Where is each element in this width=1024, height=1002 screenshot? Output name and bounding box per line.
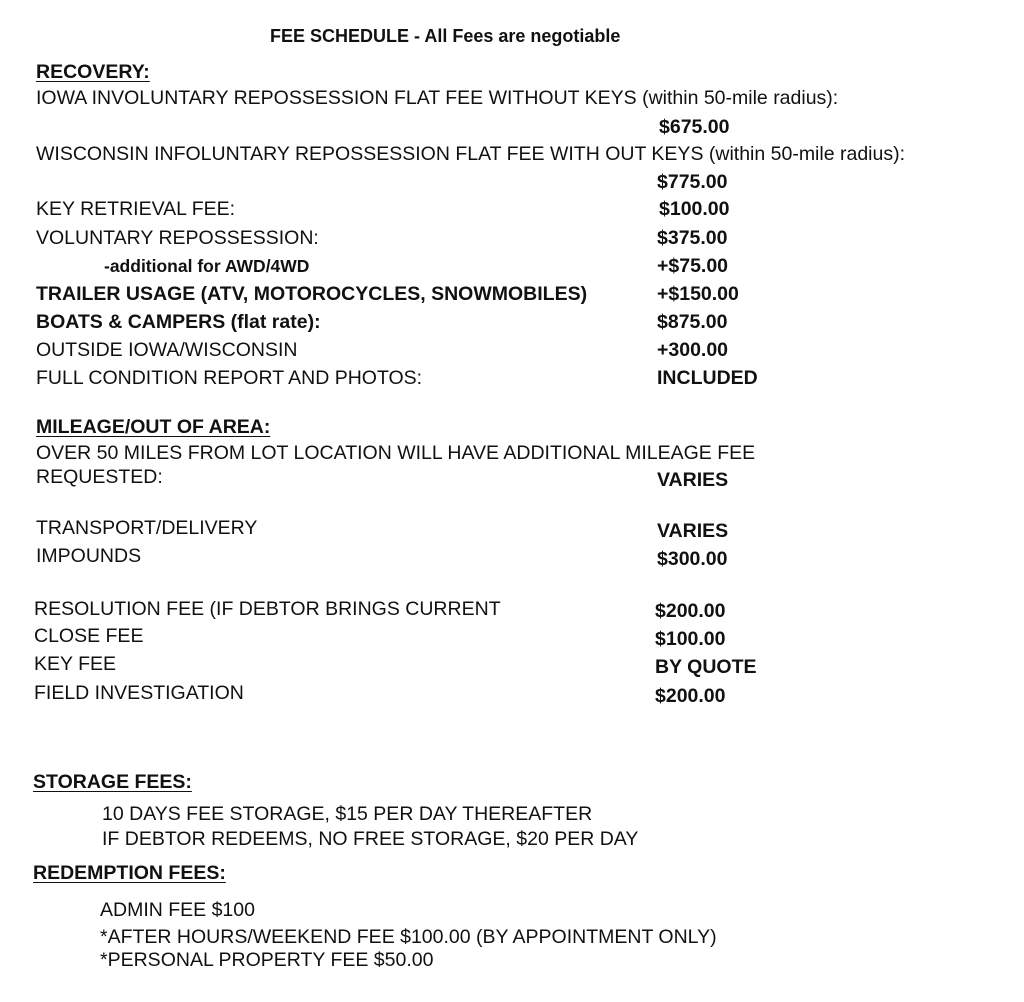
close-fee-label: CLOSE FEE — [34, 625, 144, 647]
transport-value: VARIES — [657, 520, 729, 542]
redemption-heading: REDEMPTION FEES: — [33, 862, 226, 884]
transport-label: TRANSPORT/DELIVERY — [36, 517, 258, 539]
mileage-heading: MILEAGE/OUT OF AREA: — [36, 416, 271, 438]
storage-line-2: IF DEBTOR REDEEMS, NO FREE STORAGE, $20 PER DAY — [102, 828, 639, 850]
outside-label: OUTSIDE IOWA/WISCONSIN — [36, 339, 298, 361]
wisconsin-fee-label: WISCONSIN INFOLUNTARY REPOSSESSION FLAT FEE WITH OUT KEYS (within 50-mile radius): — [36, 143, 906, 165]
field-investigation-label: FIELD INVESTIGATION — [34, 682, 244, 704]
redemption-line-1: ADMIN FEE $100 — [100, 899, 255, 921]
redemption-line-2: *AFTER HOURS/WEEKEND FEE $100.00 (BY APPOINTMENT ONLY) — [100, 926, 717, 948]
awd-value: +$75.00 — [657, 255, 729, 277]
page-title: FEE SCHEDULE - All Fees are negotiable — [270, 26, 621, 46]
close-fee-value: $100.00 — [655, 628, 726, 650]
recovery-heading: RECOVERY: — [36, 61, 150, 83]
trailer-label: TRAILER USAGE (ATV, MOTOROCYCLES, SNOWMOBILES) — [36, 283, 588, 305]
storage-line-1: 10 DAYS FEE STORAGE, $15 PER DAY THEREAFTER — [102, 803, 593, 825]
key-fee-value: BY QUOTE — [655, 656, 757, 678]
awd-label: -additional for AWD/4WD — [104, 256, 310, 276]
outside-value: +300.00 — [657, 339, 729, 361]
requested-label: REQUESTED: — [36, 466, 163, 488]
impounds-label: IMPOUNDS — [36, 545, 142, 567]
voluntary-value: $375.00 — [657, 227, 728, 249]
key-retrieval-value: $100.00 — [659, 198, 730, 220]
over-50-miles-label: OVER 50 MILES FROM LOT LOCATION WILL HAVE ADDITIONAL MILEAGE FEE — [36, 442, 756, 464]
condition-label: FULL CONDITION REPORT AND PHOTOS: — [36, 367, 423, 389]
key-fee-label: KEY FEE — [34, 653, 117, 675]
impounds-value: $300.00 — [657, 548, 728, 570]
redemption-line-3: *PERSONAL PROPERTY FEE $50.00 — [100, 949, 434, 971]
iowa-fee-label: IOWA INVOLUNTARY REPOSSESSION FLAT FEE WITHOUT KEYS (within 50-mile radius): — [36, 87, 839, 109]
voluntary-label: VOLUNTARY REPOSSESSION: — [36, 227, 319, 249]
boats-value: $875.00 — [657, 311, 728, 333]
key-retrieval-label: KEY RETRIEVAL FEE: — [36, 198, 236, 220]
condition-value: INCLUDED — [657, 367, 758, 389]
wisconsin-fee-value: $775.00 — [657, 171, 728, 193]
boats-label: BOATS & CAMPERS (flat rate): — [36, 311, 321, 333]
resolution-value: $200.00 — [655, 600, 726, 622]
iowa-fee-value: $675.00 — [659, 116, 730, 138]
resolution-label: RESOLUTION FEE (IF DEBTOR BRINGS CURRENT — [34, 598, 501, 620]
requested-value: VARIES — [657, 469, 729, 491]
trailer-value: +$150.00 — [657, 283, 739, 305]
field-investigation-value: $200.00 — [655, 685, 726, 707]
storage-heading: STORAGE FEES: — [33, 771, 192, 793]
